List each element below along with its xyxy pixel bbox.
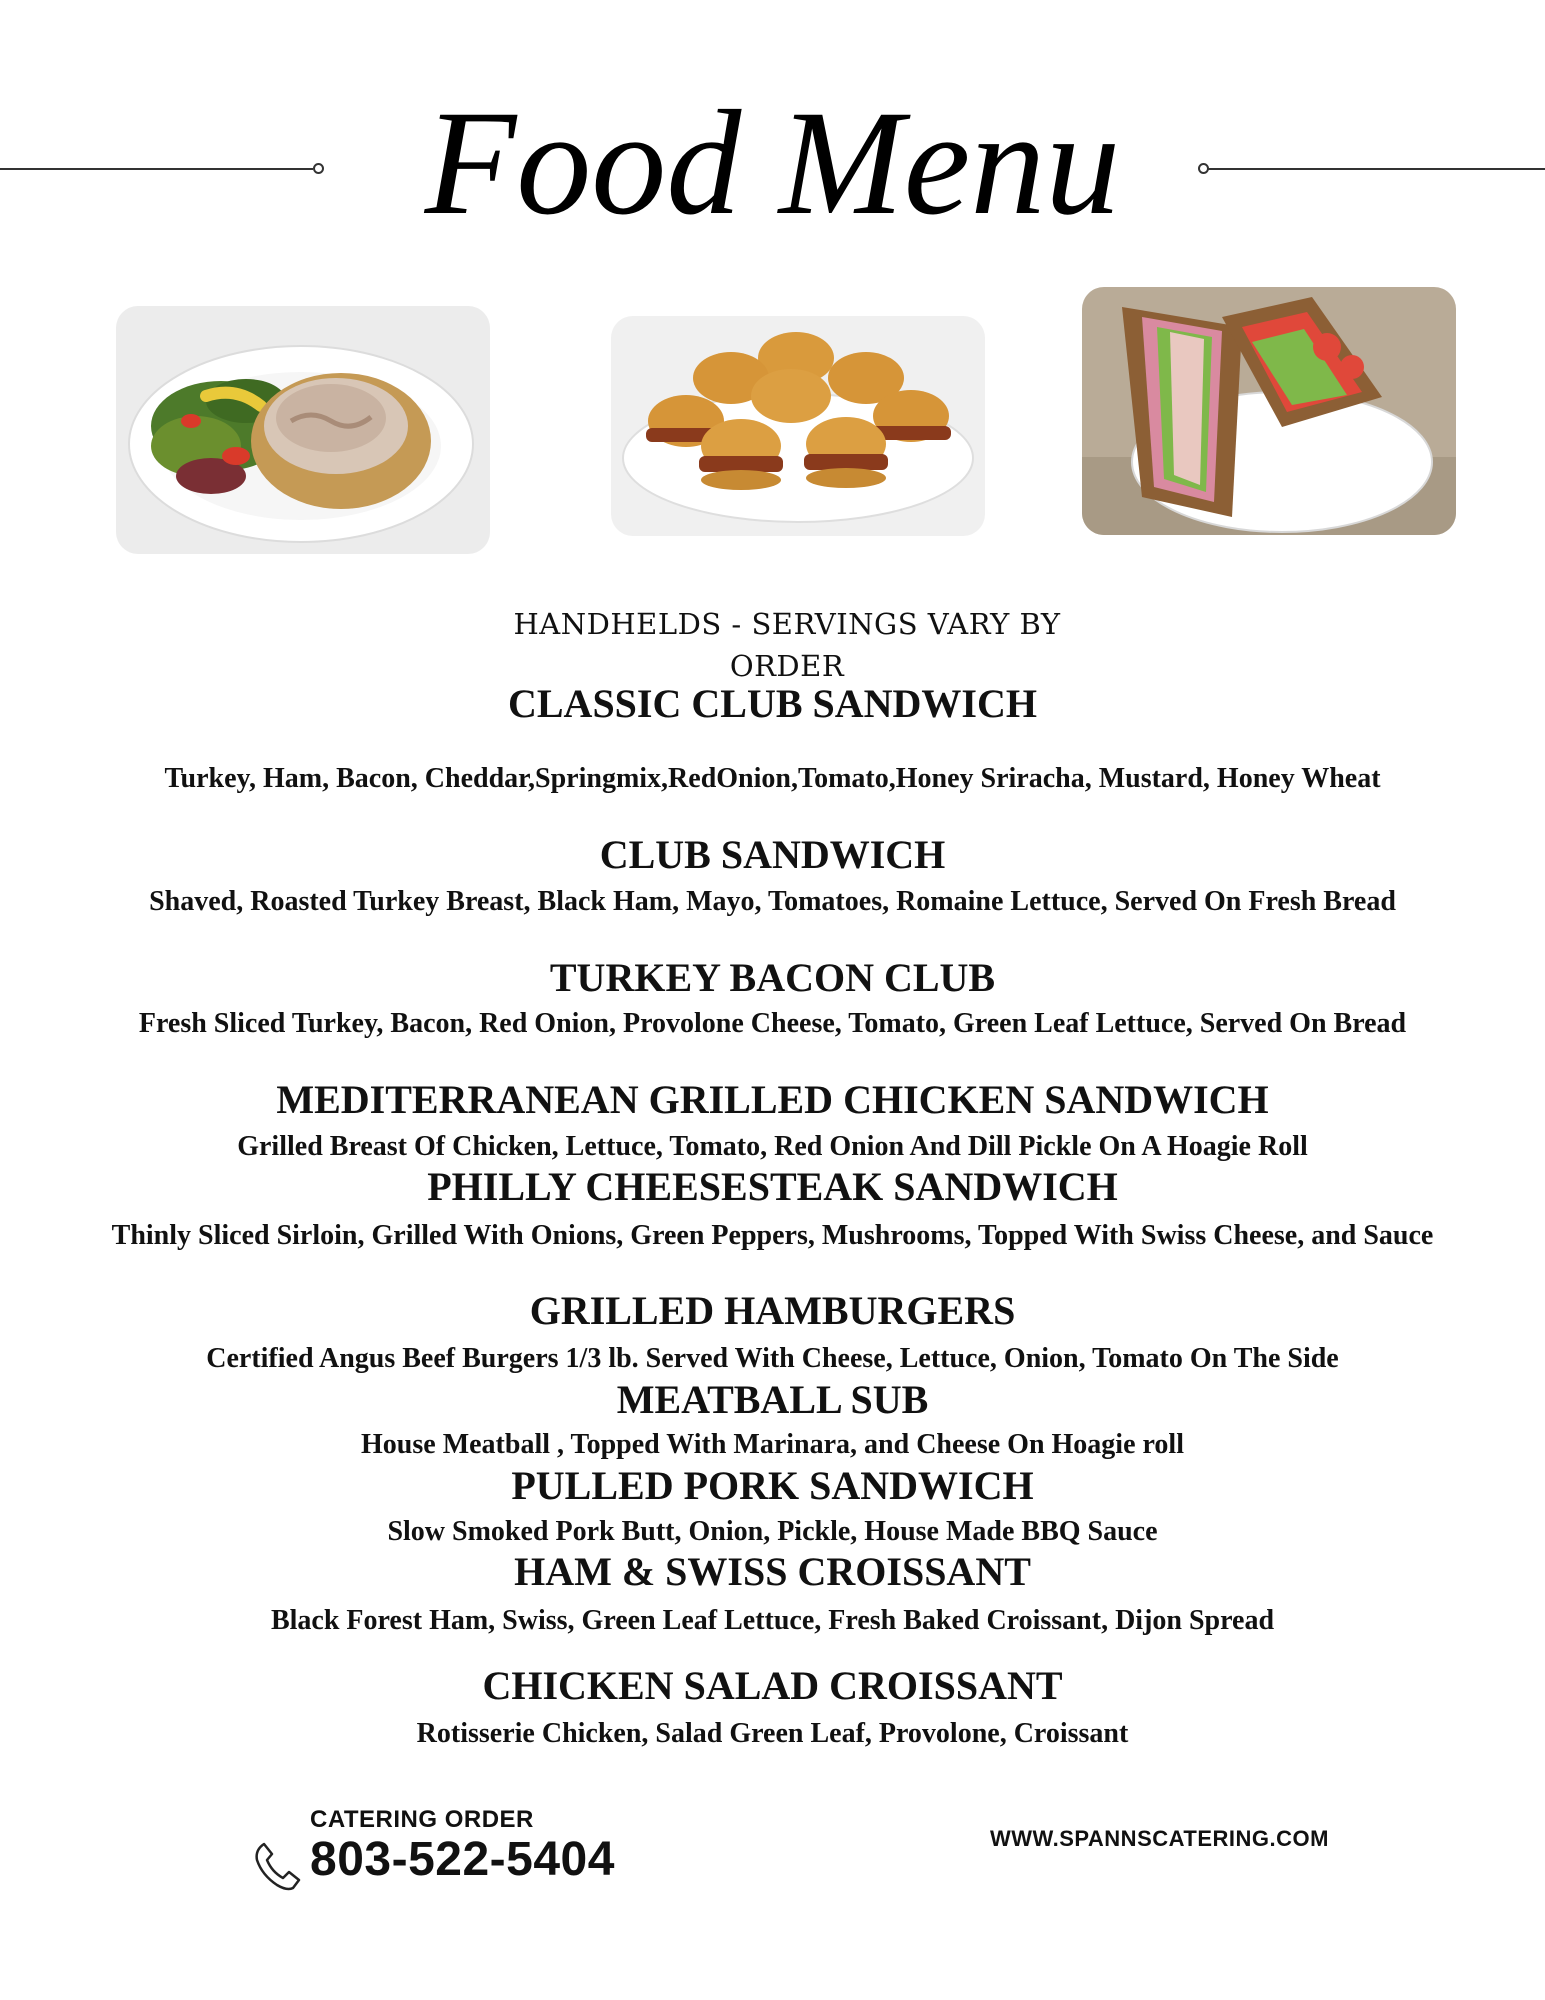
- menu-item-name: TURKEY BACON CLUB: [549, 955, 996, 1000]
- menu-item-name: MEATBALL SUB: [616, 1377, 929, 1422]
- menu-item-description: Fresh Sliced Turkey, Bacon, Red Onion, Provolone Cheese, Tomato, Green Leaf Lettuce, Served On Bread: [138, 1008, 1407, 1039]
- club-sandwich-photo: [1082, 287, 1456, 535]
- menu-item-name: CLUB SANDWICH: [599, 832, 946, 877]
- menu-item-name: CLASSIC CLUB SANDWICH: [507, 681, 1037, 726]
- menu-item-name: MEDITERRANEAN GRILLED CHICKEN SANDWICH: [276, 1077, 1269, 1122]
- menu-item-name: HAM & SWISS CROISSANT: [514, 1549, 1031, 1594]
- phone-icon: [252, 1840, 302, 1892]
- catering-order-label: CATERING ORDER: [310, 1806, 534, 1833]
- menu-item-description: Shaved, Roasted Turkey Breast, Black Ham, Mayo, Tomatoes, Romaine Lettuce, Served On Fresh Bread: [149, 886, 1396, 917]
- menu-item-name: PULLED PORK SANDWICH: [511, 1463, 1034, 1508]
- menu-item-description: Rotisserie Chicken, Salad Green Leaf, Provolone, Croissant: [416, 1718, 1129, 1749]
- menu-item-description: Grilled Breast Of Chicken, Lettuce, Tomato, Red Onion And Dill Pickle On A Hoagie Roll: [237, 1131, 1308, 1162]
- title-divider-left-dot: [313, 163, 324, 174]
- menu-item-description: Certified Angus Beef Burgers 1/3 lb. Served With Cheese, Lettuce, Onion, Tomato On The Side: [206, 1343, 1339, 1374]
- pulled-pork-sliders-photo: [611, 316, 985, 536]
- website-link[interactable]: WWW.SPANNSCATERING.COM: [990, 1826, 1329, 1851]
- baked-potato-salad-photo: [116, 306, 490, 554]
- menu-item-name: CHICKEN SALAD CROISSANT: [482, 1663, 1063, 1708]
- section-header: HANDHELDS - SERVINGS VARY BY ORDER: [513, 607, 1061, 683]
- menu-item-description: Slow Smoked Pork Butt, Onion, Pickle, House Made BBQ Sauce: [387, 1516, 1158, 1547]
- title-divider-right-dot: [1198, 163, 1209, 174]
- menu-item-description: Turkey, Ham, Bacon, Cheddar,Springmix,RedOnion,Tomato,Honey Sriracha, Mustard, Honey Wheat: [164, 763, 1381, 794]
- phone-number[interactable]: 803-522-5404: [310, 1833, 615, 1886]
- menu-item-name: GRILLED HAMBURGERS: [529, 1288, 1016, 1333]
- menu-item-description: Black Forest Ham, Swiss, Green Leaf Lettuce, Fresh Baked Croissant, Dijon Spread: [270, 1605, 1275, 1636]
- title-divider-right: [1205, 168, 1545, 170]
- menu-item-description: House Meatball , Topped With Marinara, and Cheese On Hoagie roll: [361, 1429, 1184, 1460]
- menu-item-name: PHILLY CHEESESTEAK SANDWICH: [427, 1164, 1118, 1209]
- title-divider-left: [0, 168, 313, 170]
- menu-item-description: Thinly Sliced Sirloin, Grilled With Onions, Green Peppers, Mushrooms, Topped With Swiss Cheese, and Sauce: [111, 1220, 1434, 1251]
- page-title: Food Menu: [424, 80, 1121, 246]
